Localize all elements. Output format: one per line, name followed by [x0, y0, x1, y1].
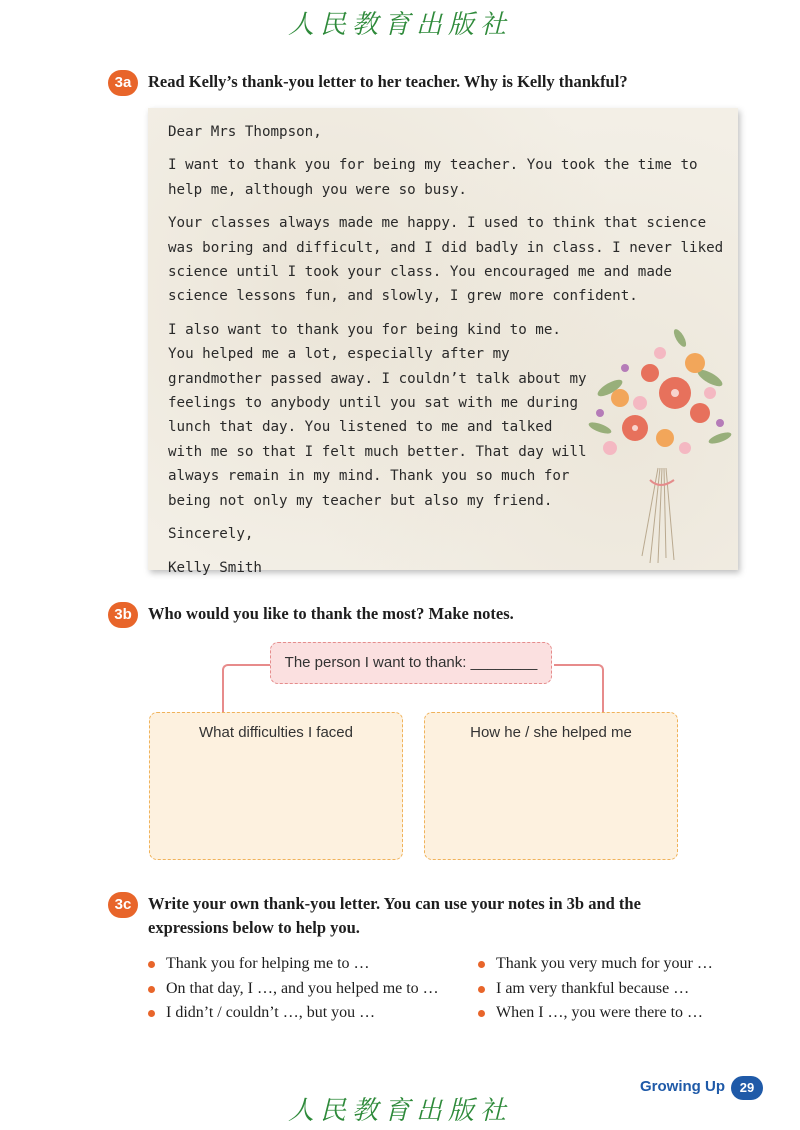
bullet-icon	[478, 1010, 485, 1017]
letter-closing: Sincerely,	[168, 526, 254, 543]
expression-item	[148, 1001, 439, 1026]
exercise-badge-3c: 3c	[108, 892, 138, 918]
expression-item	[478, 1001, 713, 1026]
expressions-left	[148, 952, 439, 1026]
page-number: 29	[731, 1076, 763, 1100]
bullet-icon	[148, 986, 155, 993]
exercise-badge-3b: 3b	[108, 602, 138, 628]
exercise-badge-3a: 3a	[108, 70, 138, 96]
letter-signature: Kelly Smith	[168, 559, 262, 576]
expression-item	[148, 977, 439, 1002]
bullet-icon	[478, 961, 485, 968]
bullet-icon	[148, 961, 155, 968]
letter-greeting: Dear Mrs Thompson,	[168, 124, 322, 140]
difficulties-label: What difficulties I faced	[199, 724, 353, 741]
letter-paragraph-3: I also want to thank you for being kind to me. You helped me a lot, especially after my grandmother passed away. I couldn’t talk about my feelings to anybody until you sat with me during lunch that day. You listened to me and talked with me so that I felt much better. That day will always remain in my mind. Thank you so much for being not only my teacher but also my friend.	[168, 321, 587, 509]
flower-bouquet-icon	[580, 318, 740, 568]
expression-text: I didn’t / couldn’t …, but you …	[166, 1004, 376, 1021]
expression-text: I am very thankful because …	[496, 979, 690, 997]
instruction-3a: Read Kelly’s thank-you letter to her teacher. Why is Kelly thankful?	[148, 72, 628, 91]
difficulties-note-box[interactable]	[149, 712, 403, 860]
expression-text: Thank you for helping me to …	[166, 955, 370, 972]
publisher-logo-top: 人民教育出版社	[287, 10, 512, 40]
connector-left	[222, 664, 270, 714]
expression-text: Thank you very much for your …	[496, 955, 713, 972]
helped-note-box[interactable]	[424, 712, 678, 860]
expression-item	[478, 952, 713, 977]
instruction-3b: Who would you like to thank the most? Make notes.	[148, 604, 514, 623]
expression-item	[148, 952, 439, 977]
expression-item	[478, 977, 713, 1002]
connector-right	[554, 664, 604, 714]
bullet-icon	[478, 986, 485, 993]
letter-paragraph-2: Your classes always made me happy. I used to think that science was boring and difficult, and I did badly in class. I never liked science until I took your class. You encouraged me and made science lessons fun, and slowly, I grew more confident.	[168, 215, 724, 305]
bullet-icon	[148, 1010, 155, 1017]
publisher-logo-bottom: 人民教育出版社	[287, 1096, 512, 1126]
expression-text: On that day, I …, and you helped me to …	[166, 979, 439, 997]
expression-text: When I …, you were there to …	[496, 1004, 704, 1021]
unit-title: Growing Up	[640, 1078, 725, 1095]
instruction-3c-line2: expressions below to help you.	[148, 918, 360, 937]
instruction-3c-line1: Write your own thank-you letter. You can use your notes in 3b and the	[148, 894, 641, 913]
person-to-thank-box: The person I want to thank: ________	[270, 642, 552, 684]
letter-paragraph-1: I want to thank you for being my teacher. You took the time to help me, although you were so busy.	[168, 157, 698, 198]
helped-label: How he / she helped me	[470, 724, 632, 741]
expressions-right	[478, 952, 713, 1026]
